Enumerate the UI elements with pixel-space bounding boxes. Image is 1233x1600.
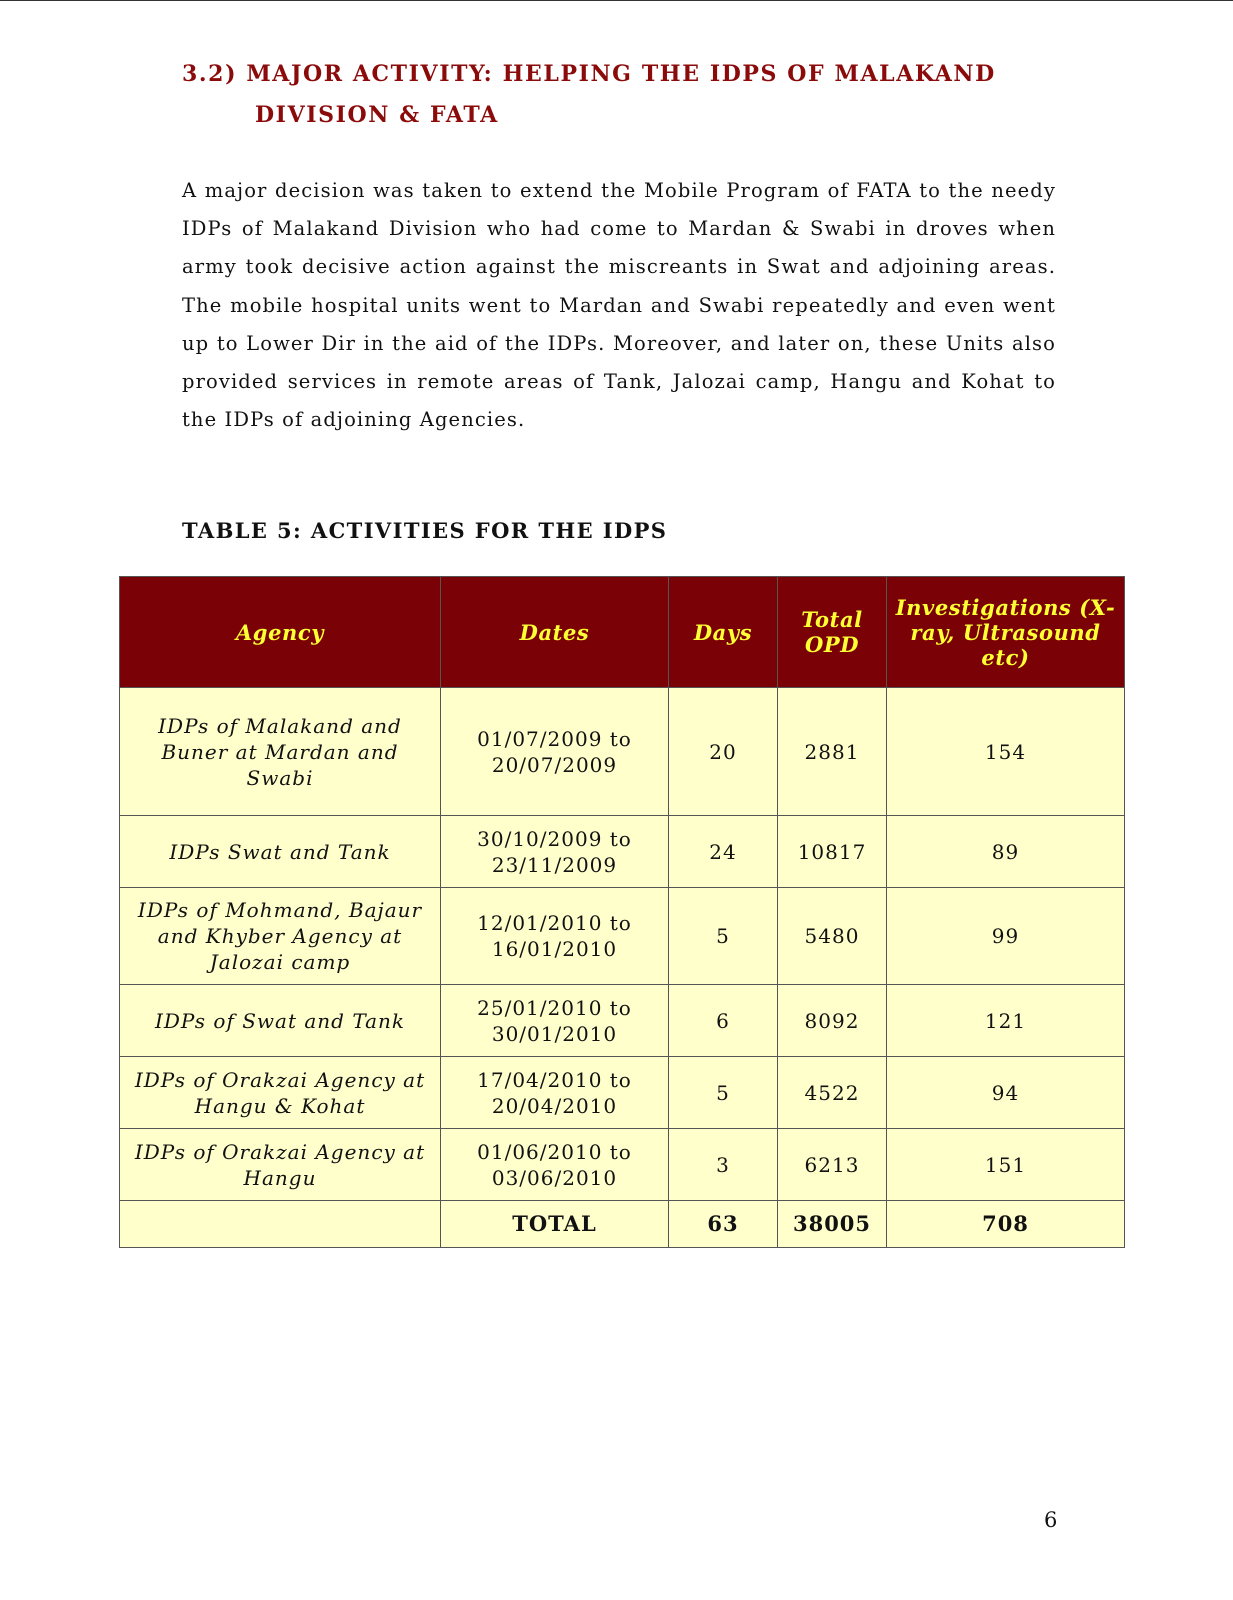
page-number: 6 — [1044, 1508, 1058, 1532]
days-cell: 6 — [669, 985, 778, 1057]
table-row — [120, 888, 1125, 985]
dates-cell: 12/01/2010 to 16/01/2010 — [441, 888, 669, 985]
page-top-border — [0, 0, 1233, 1]
investigations-cell: 94 — [887, 1057, 1125, 1129]
dates-cell: 17/04/2010 to 20/04/2010 — [441, 1057, 669, 1129]
days-cell: 20 — [669, 688, 778, 816]
opd-cell: 4522 — [778, 1057, 887, 1129]
dates-cell: 30/10/2009 to 23/11/2009 — [441, 816, 669, 888]
table-row — [120, 816, 1125, 888]
idp-activities-table — [119, 576, 1125, 1248]
agency-cell: IDPs of Orakzai Agency at Hangu — [120, 1129, 441, 1201]
investigations-cell: 121 — [887, 985, 1125, 1057]
header-agency: Agency — [120, 577, 441, 688]
agency-cell: IDPs of Mohmand, Bajaur and Khyber Agency at Jalozai camp — [120, 888, 441, 985]
dates-cell: 01/06/2010 to 03/06/2010 — [441, 1129, 669, 1201]
heading-line-2: DIVISION & FATA — [255, 102, 499, 128]
days-cell: 24 — [669, 816, 778, 888]
days-cell: 3 — [669, 1129, 778, 1201]
table-row — [120, 1057, 1125, 1129]
days-cell: 5 — [669, 1057, 778, 1129]
table-row — [120, 985, 1125, 1057]
table-row — [120, 1129, 1125, 1201]
opd-cell: 2881 — [778, 688, 887, 816]
opd-cell: 8092 — [778, 985, 887, 1057]
opd-cell: 10817 — [778, 816, 887, 888]
table-caption: TABLE 5: ACTIVITIES FOR THE IDPS — [182, 518, 668, 543]
dates-cell: 01/07/2009 to 20/07/2009 — [441, 688, 669, 816]
agency-cell: IDPs of Malakand and Buner at Mardan and Swabi — [120, 688, 441, 816]
opd-cell: 6213 — [778, 1129, 887, 1201]
opd-cell: 5480 — [778, 888, 887, 985]
agency-cell: IDPs of Swat and Tank — [120, 985, 441, 1057]
total-days: 63 — [669, 1201, 778, 1248]
total-empty-cell — [120, 1201, 441, 1248]
body-paragraph: A major decision was taken to extend the Mobile Program of FATA to the needy IDPs of Malakand Division who had come to Mardan & Swabi in droves when army took decisive action against the miscreants in Swat and adjoining areas. The mobile hospital units went to Mardan and Swabi repeatedly and even went up to Lower Dir in the aid of the IDPs. Moreover, and later on, these Units also provided services in remote areas of Tank, Jalozai camp, Hangu and Kohat to the IDPs of adjoining Agencies. — [182, 179, 1056, 432]
dates-cell: 25/01/2010 to 30/01/2010 — [441, 985, 669, 1057]
table-total-row — [120, 1201, 1125, 1248]
heading-line-1: 3.2) MAJOR ACTIVITY: HELPING THE IDPS OF MALAKAND — [182, 61, 996, 87]
section-heading — [182, 54, 1062, 136]
total-investigations: 708 — [887, 1201, 1125, 1248]
investigations-cell: 89 — [887, 816, 1125, 888]
agency-cell: IDPs Swat and Tank — [120, 816, 441, 888]
header-days: Days — [669, 577, 778, 688]
investigations-cell: 151 — [887, 1129, 1125, 1201]
header-investigations: Investigations (X-ray, Ultrasound etc) — [887, 577, 1125, 688]
agency-cell: IDPs of Orakzai Agency at Hangu & Kohat — [120, 1057, 441, 1129]
table-header-row — [120, 577, 1125, 688]
total-opd: 38005 — [778, 1201, 887, 1248]
investigations-cell: 99 — [887, 888, 1125, 985]
header-dates: Dates — [441, 577, 669, 688]
days-cell: 5 — [669, 888, 778, 985]
header-total-opd: Total OPD — [778, 577, 887, 688]
investigations-cell: 154 — [887, 688, 1125, 816]
table-row — [120, 688, 1125, 816]
total-label: TOTAL — [441, 1201, 669, 1248]
